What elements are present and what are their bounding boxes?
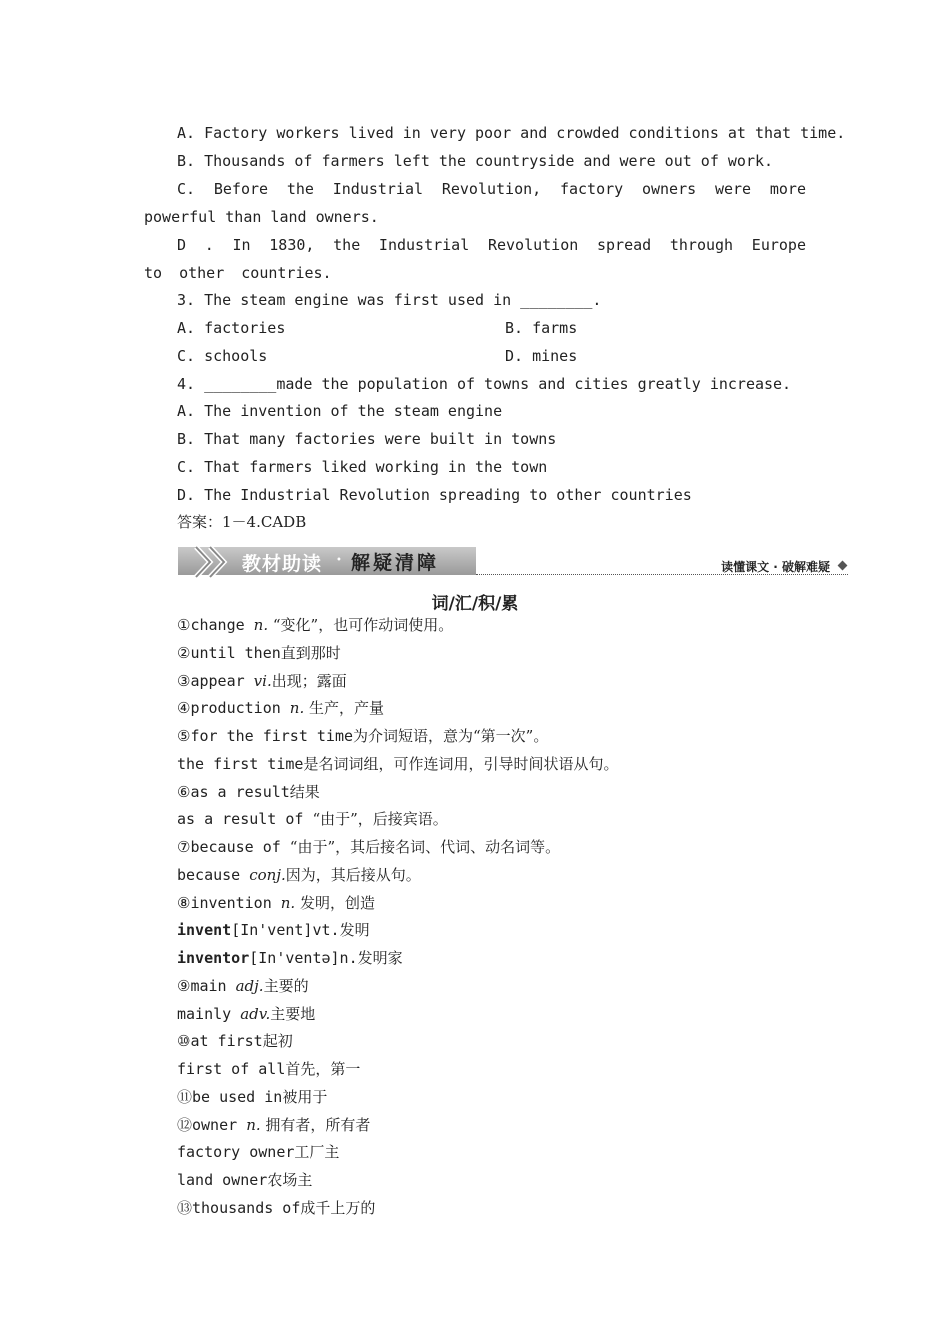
option-2a: A. Factory workers lived in very poor and crowded conditions at that time. (177, 124, 846, 142)
vocab-term: the first time (177, 754, 304, 773)
vocab-term: ⑩at first (177, 1032, 263, 1051)
vocab-item (177, 837, 560, 857)
option-2c: C. Before the Industrial Revolution, factory owners were more powerful than land owners. (144, 180, 806, 226)
vocab-item (177, 754, 618, 774)
vocab-term: ⑬thousands of (177, 1198, 301, 1217)
vocab-part-of-speech: n. (246, 1115, 261, 1134)
vocab-item (177, 726, 548, 746)
vocab-item (177, 948, 403, 968)
vocab-item (177, 782, 320, 802)
vocab-definition: 因为，其后接从句。 (285, 865, 421, 884)
vocab-term: ③appear (177, 671, 254, 690)
vocab-definition: “由于”，其后接名词、代词、动名词等。 (289, 838, 561, 856)
vocab-item (177, 1198, 375, 1218)
vocab-term: first of all (177, 1060, 286, 1078)
vocab-term: as a result of (177, 810, 313, 829)
double-chevron-icon (192, 543, 236, 581)
vocab-term: ⑧invention (177, 893, 281, 912)
vocab-definition: 出现；露面 (271, 671, 347, 690)
banner-highlight: 解疑清障 (351, 552, 440, 574)
vocab-item (177, 976, 309, 996)
vocab-definition: 生产，产量 (304, 699, 385, 718)
vocab-term: because (177, 865, 250, 884)
vocab-definition: 农场主 (267, 1171, 313, 1189)
vocab-term: invent (177, 921, 232, 940)
vocab-item (177, 671, 347, 691)
option-2b: B. Thousands of farmers left the countryside and were out of work. (177, 152, 774, 170)
vocab-part-of-speech: n. (253, 616, 269, 634)
option-4c: C. That farmers liked working in the town (177, 458, 548, 476)
section-title: 词/汇/积/累 (431, 594, 519, 614)
option-3b: B. farms (505, 319, 578, 337)
section-banner (178, 545, 848, 579)
answer-line: 答案：1－4.CADB (177, 513, 307, 531)
vocab-term: ⑨main (177, 976, 236, 995)
vocab-term: ①change (177, 616, 254, 634)
vocab-item (177, 1059, 360, 1079)
vocab-definition: 被用于 (282, 1087, 328, 1106)
vocab-definition: 发明家 (357, 949, 403, 967)
vocab-definition: 结果 (289, 782, 320, 801)
vocab-term: ⑪be used in (177, 1087, 283, 1106)
vocab-part-of-speech: vi. (253, 671, 272, 690)
option-3c: C. schools (177, 347, 268, 365)
vocab-term: ④production (177, 699, 290, 718)
vocab-definition: 发明 (339, 921, 370, 940)
banner-separator: • (336, 555, 342, 566)
vocab-definition: 主要的 (263, 976, 309, 995)
vocab-definition: 首先，第一 (285, 1060, 361, 1078)
vocab-term: ⑦because of (177, 838, 290, 856)
vocab-term: factory owner (177, 1143, 295, 1162)
vocab-definition: 发明，创造 (295, 893, 375, 912)
diamond-icon (838, 561, 848, 571)
vocab-definition: 工厂主 (294, 1143, 340, 1162)
vocab-item (177, 809, 448, 829)
option-4d: D. The Industrial Revolution spreading to other countries (177, 486, 692, 504)
vocab-definition: “变化”，也可作动词使用。 (268, 616, 454, 634)
vocab-part-of-speech: n. (289, 699, 305, 718)
vocab-term: ⑥as a result (177, 782, 290, 801)
vocab-item (177, 1115, 370, 1135)
vocab-part-of-speech: n. (280, 893, 296, 912)
vocab-part-of-speech: [In'ventə]n. (249, 949, 358, 967)
vocab-definition: 为介词短语，意为“第一次”。 (353, 727, 549, 745)
vocab-definition: 起初 (262, 1032, 293, 1051)
vocab-definition: 成千上万的 (300, 1198, 376, 1217)
vocab-definition: 直到那时 (280, 643, 341, 662)
option-4a: A. The invention of the steam engine (177, 402, 503, 420)
vocab-definition: 是名词词组，可作连词用，引导时间状语从句。 (303, 754, 619, 773)
vocab-item (177, 698, 384, 718)
option-4b: B. That many factories were built in towns (177, 430, 557, 448)
banner-title: 教材助读 (242, 553, 323, 575)
vocab-definition: “由于”，后接宾语。 (312, 810, 448, 829)
vocab-item (177, 1087, 327, 1107)
vocab-item (177, 1031, 293, 1051)
vocab-item (177, 920, 370, 940)
vocab-item (177, 865, 421, 885)
vocab-term: mainly (177, 1004, 241, 1023)
vocab-item (177, 893, 375, 913)
vocab-term: ⑤for the first time (177, 727, 354, 745)
vocab-item (177, 643, 341, 663)
vocab-item (177, 1142, 339, 1162)
banner-subtitle: 读懂课文 · 破解难疑 (721, 560, 830, 574)
vocab-term: ②until then (177, 643, 281, 662)
vocab-part-of-speech: [In'vent]vt. (231, 921, 340, 940)
vocab-definition: 主要地 (270, 1004, 316, 1023)
vocab-part-of-speech: conj. (249, 865, 286, 884)
option-2d: D . In 1830, the Industrial Revolution spread through Europe to other countries. (144, 236, 806, 282)
vocab-part-of-speech: adj. (235, 976, 264, 995)
vocab-term: land owner (177, 1171, 268, 1189)
question-3-stem: 3. The steam engine was first used in ________. (177, 291, 602, 309)
vocab-term: inventor (177, 949, 250, 967)
vocab-item (177, 1170, 312, 1190)
option-3a: A. factories (177, 319, 286, 337)
vocab-definition: 拥有者，所有者 (260, 1115, 371, 1134)
vocab-item (177, 615, 453, 635)
question-4-stem: 4. ________made the population of towns and cities greatly increase. (177, 375, 792, 393)
vocab-part-of-speech: adv. (240, 1004, 271, 1023)
vocab-term: ⑫owner (177, 1115, 247, 1134)
vocab-item (177, 1004, 315, 1024)
option-3d: D. mines (505, 347, 578, 365)
